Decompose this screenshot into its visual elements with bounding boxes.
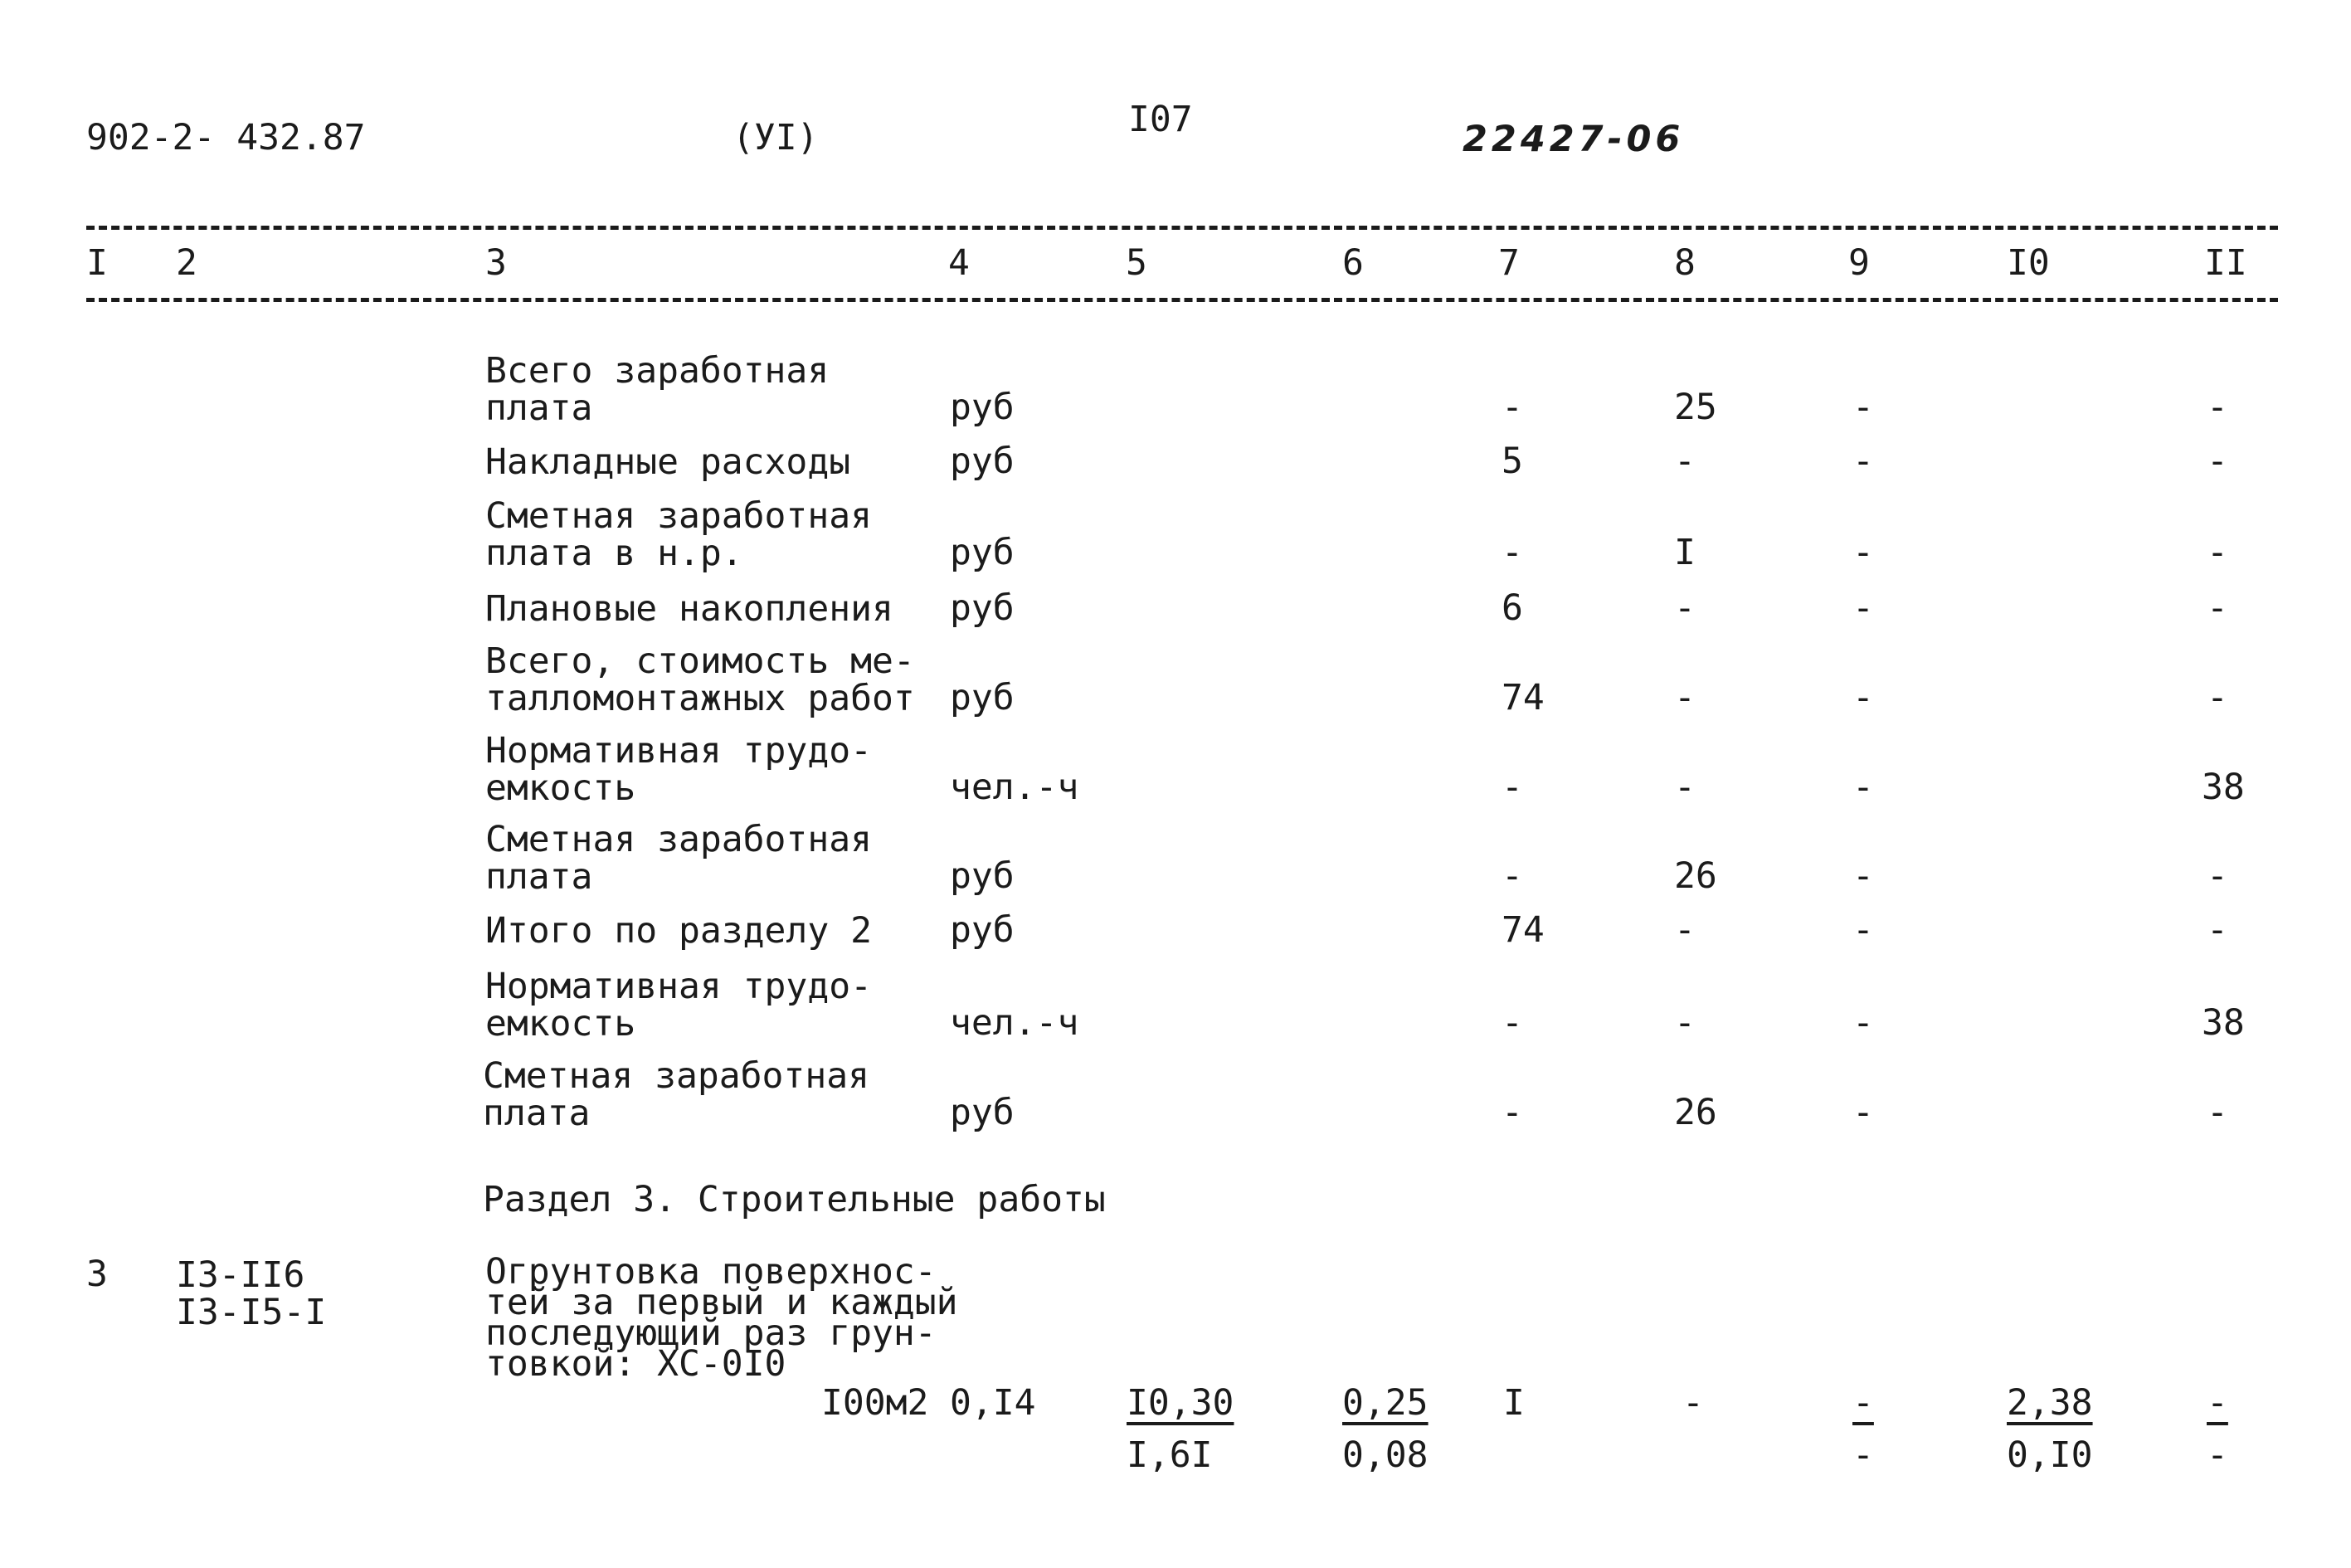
cell-col8: - — [1674, 1002, 1696, 1044]
item-col9-top: - — [1852, 1382, 1874, 1424]
cell-col7: - — [1502, 767, 1523, 808]
cell-col8: - — [1674, 677, 1696, 718]
cell-col8: 26 — [1674, 855, 1717, 897]
item-col9-bottom: - — [1852, 1434, 1874, 1476]
cell-col8: I — [1674, 532, 1696, 573]
item-codes: I3-II6 I3-I5-I — [176, 1254, 327, 1333]
row-unit: руб — [950, 909, 1015, 951]
row-name: Нормативная трудо- емкость — [485, 966, 872, 1045]
cell-col11: 38 — [2202, 1002, 2245, 1044]
cell-col7: 5 — [1502, 441, 1523, 482]
cell-col8: - — [1674, 909, 1696, 951]
column-label: 9 — [1848, 242, 1870, 284]
cell-col7: 6 — [1502, 587, 1523, 629]
cell-col8: 26 — [1674, 1092, 1717, 1133]
cell-col7: - — [1502, 1092, 1523, 1133]
cell-col11: - — [2207, 587, 2228, 629]
column-label: 7 — [1498, 242, 1520, 284]
cell-col11: 38 — [2202, 767, 2245, 808]
item-col5-top: I0,30 — [1127, 1382, 1234, 1424]
column-label: 4 — [948, 242, 970, 284]
cell-col9: - — [1852, 767, 1874, 808]
item-col10-top: 2,38 — [2007, 1382, 2093, 1424]
cell-col11: - — [2207, 441, 2228, 482]
row-name: Сметная заработная плата в н.р. — [485, 495, 872, 574]
item-unit: I00м2 — [821, 1382, 929, 1424]
cell-col11: - — [2207, 1092, 2228, 1133]
section-title: Раздел 3. Строительные работы — [483, 1179, 1106, 1220]
row-unit: руб — [950, 1092, 1015, 1133]
cell-col8: - — [1674, 441, 1696, 482]
header-rule-bottom — [86, 298, 2278, 302]
cell-col9: - — [1852, 532, 1874, 573]
row-unit: руб — [950, 532, 1015, 573]
cell-col9: - — [1852, 1002, 1874, 1044]
doc-code: 902-2- 432.87 — [86, 117, 366, 158]
cell-col7: - — [1502, 532, 1523, 573]
cell-col8: 25 — [1674, 387, 1717, 428]
cell-col9: - — [1852, 441, 1874, 482]
cell-col7: - — [1502, 1002, 1523, 1044]
item-col10-bottom: 0,I0 — [2007, 1434, 2093, 1476]
row-unit: руб — [950, 587, 1015, 629]
row-name: Плановые накопления — [485, 588, 893, 630]
item-col6-bottom: 0,08 — [1342, 1434, 1429, 1476]
cell-col8: - — [1674, 587, 1696, 629]
row-name: Всего, стоимость ме- талломонтажных работ — [485, 640, 915, 719]
item-number: 3 — [86, 1254, 108, 1295]
item-col11-top: - — [2207, 1382, 2228, 1424]
row-name: Всего заработная плата — [485, 350, 830, 429]
column-label: 5 — [1126, 242, 1147, 284]
cell-col7: - — [1502, 855, 1523, 897]
column-label: 6 — [1342, 242, 1364, 284]
column-label: 8 — [1674, 242, 1696, 284]
row-name: Накладные расходы — [485, 441, 851, 483]
row-unit: руб — [950, 387, 1015, 428]
cell-col7: 74 — [1502, 677, 1545, 718]
cell-col11: - — [2207, 855, 2228, 897]
album-number: (УI) — [733, 117, 819, 158]
row-name: Итого по разделу 2 — [485, 910, 872, 952]
cell-col7: 74 — [1502, 909, 1545, 951]
cell-col11: - — [2207, 677, 2228, 718]
item-quantity: 0,I4 — [950, 1382, 1036, 1424]
column-label: II — [2204, 242, 2247, 284]
row-unit: руб — [950, 441, 1015, 482]
row-name: Нормативная трудо- емкость — [485, 730, 872, 809]
item-col7: I — [1503, 1382, 1525, 1424]
row-unit: чел.-ч — [950, 1002, 1079, 1044]
cell-col9: - — [1852, 1092, 1874, 1133]
handwritten-number: 22427-06 — [1463, 119, 1685, 160]
item-col6-top: 0,25 — [1342, 1382, 1429, 1424]
column-label: 3 — [485, 242, 507, 284]
column-label: I — [86, 242, 108, 284]
row-unit: руб — [950, 855, 1015, 897]
cell-col8: - — [1674, 767, 1696, 808]
item-col8: - — [1682, 1382, 1704, 1424]
column-label: 2 — [176, 242, 197, 284]
header-rule-top — [86, 226, 2278, 230]
cell-col11: - — [2207, 387, 2228, 428]
row-name: Сметная заработная плата — [483, 1055, 869, 1134]
page-number: I07 — [1128, 99, 1193, 140]
cell-col9: - — [1852, 855, 1874, 897]
row-unit: руб — [950, 677, 1015, 718]
cell-col9: - — [1852, 387, 1874, 428]
cell-col9: - — [1852, 587, 1874, 629]
cell-col11: - — [2207, 909, 2228, 951]
cell-col9: - — [1852, 677, 1874, 718]
cell-col9: - — [1852, 909, 1874, 951]
item-description: Огрунтовка поверхнос- тей за первый и каждый последующий раз грун- товкой: ХС-0I0 — [485, 1251, 958, 1385]
cell-col11: - — [2207, 532, 2228, 573]
row-name: Сметная заработная плата — [485, 819, 872, 898]
row-unit: чел.-ч — [950, 767, 1079, 808]
cell-col7: - — [1502, 387, 1523, 428]
column-label: I0 — [2007, 242, 2050, 284]
item-col11-bottom: - — [2207, 1434, 2228, 1476]
item-col5-bottom: I,6I — [1127, 1434, 1213, 1476]
